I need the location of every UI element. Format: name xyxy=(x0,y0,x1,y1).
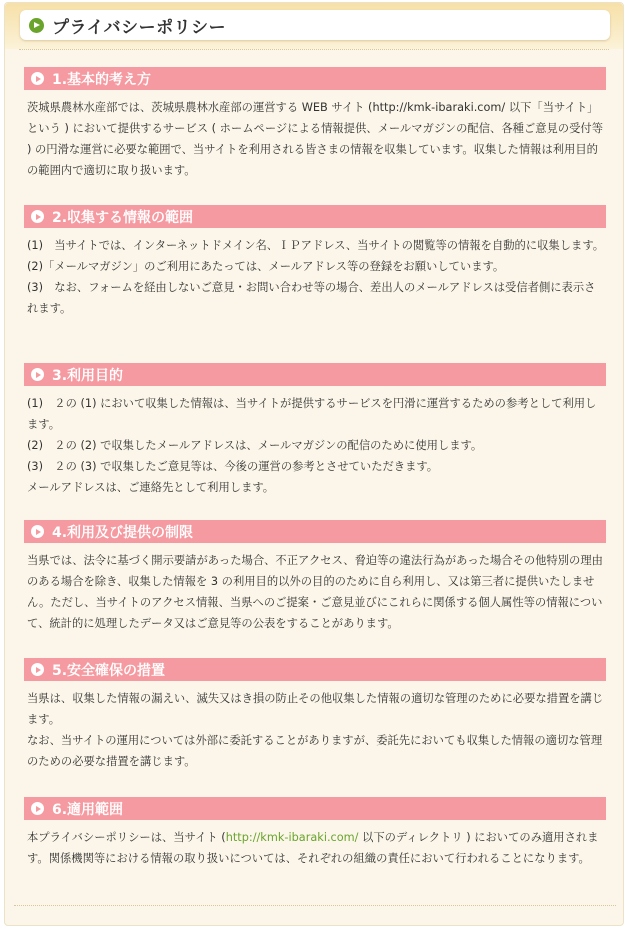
section-basic-policy xyxy=(24,67,606,181)
section-heading-text: 3.利用目的 xyxy=(52,367,124,384)
section-body xyxy=(24,235,606,319)
section-heading xyxy=(24,658,606,681)
section-collected-info xyxy=(24,205,606,319)
site-link[interactable]: http://kmk-ibaraki.com/ xyxy=(225,831,359,844)
page-title: プライバシーポリシー xyxy=(52,17,227,38)
arrow-icon xyxy=(31,368,44,381)
arrow-icon xyxy=(31,525,44,538)
section-scope xyxy=(24,797,606,869)
section-body xyxy=(24,827,606,869)
section-heading xyxy=(24,363,606,386)
section-heading xyxy=(24,797,606,820)
section-body xyxy=(24,393,606,498)
section-heading xyxy=(24,205,606,228)
section-heading-text: 4.利用及び提供の制限 xyxy=(52,524,194,541)
arrow-icon xyxy=(31,210,44,223)
paragraph: (1) 当サイトでは、インターネットドメイン名、ＩＰアドレス、当サイトの閲覧等の情報を自動的に収集します。 xyxy=(27,239,605,252)
scope-text-end: 以下のディレクトリ ) においてのみ適用されます。関係機関等における情報の取り扱いについては、それぞれの組織の責任において行われることになります。 xyxy=(27,831,599,865)
paragraph: なお、当サイトの運用については外部に委託することがありますが、委託先においても収集した情報の適切な管理のための必要な措置を講じます。 xyxy=(27,734,603,768)
header-band xyxy=(5,3,623,49)
paragraph: 当県は、収集した情報の漏えい、滅失又はき損の防止その他収集した情報の適切な管理のために必要な措置を講じます。 xyxy=(27,692,604,726)
paragraph: (3) ２の (3) で収集したご意見等は、今後の運営の参考とさせていただきます。 xyxy=(27,460,439,473)
paragraph: (2) ２の (2) で収集したメールアドレスは、メールマガジンの配信のために使用します。 xyxy=(27,439,483,452)
paragraph: (1) ２の (1) において収集した情報は、当サイトが提供するサービスを円滑に運営するための参考として利用します。 xyxy=(27,397,597,431)
section-heading xyxy=(24,520,606,543)
section-heading xyxy=(24,67,606,90)
paragraph: 当県では、法令に基づく開示要請があった場合、不正アクセス、脅迫等の違法行為があった場合その他特別の理由のある場合を除き、収集した情報を 3 の利用目的以外の目的のために自ら利用し、又は第三者に提供いたしません。ただし、当サイトのアクセス情報、当県へのご提案・ご意見並びにこれらに関係する個人属性等の情報について、統計的に処理したデータ又はご意見等の公表をすることがあります。 xyxy=(27,554,603,630)
paragraph: メールアドレスは、ご連絡先として利用します。 xyxy=(27,481,275,494)
section-body xyxy=(24,97,606,181)
section-body xyxy=(24,550,606,634)
section-usage-limits xyxy=(24,520,606,634)
section-heading-text: 5.安全確保の措置 xyxy=(52,662,166,679)
paragraph: (2)「メールマガジン」のご利用にあたっては、メールアドレス等の登録をお願いしています。 xyxy=(27,260,505,273)
scope-text-start: 本プライバシーポリシーは、当サイト ( xyxy=(27,831,226,844)
play-arrow-icon xyxy=(29,18,44,33)
arrow-icon xyxy=(31,802,44,815)
section-heading-text: 2.収集する情報の範囲 xyxy=(52,209,194,226)
section-purpose xyxy=(24,363,606,498)
section-security xyxy=(24,658,606,772)
paragraph: 茨城県農林水産部では、茨城県農林水産部の運営する WEB サイト (http://kmk-ibaraki.com/ 以下「当サイト」という ) において提供するサービス ( ホームページによる情報提供、メールマガジンの配信、各種ご意見の受付等 ) の円滑な運営に必要な範囲で、当サイトを利用される皆さまの情報を収集しています。収集した情報は利用目的の範囲内で適切に取り扱います。 xyxy=(27,101,603,177)
title-bar xyxy=(20,10,610,40)
divider xyxy=(19,49,609,50)
section-heading-text: 6.適用範囲 xyxy=(52,801,124,818)
arrow-icon xyxy=(31,663,44,676)
paragraph: (3) なお、フォームを経由しないご意見・お問い合わせ等の場合、差出人のメールアドレスは受信者側に表示されます。 xyxy=(27,281,596,315)
paragraph xyxy=(27,827,606,869)
footer-divider xyxy=(14,905,616,906)
section-body xyxy=(24,688,606,772)
section-heading-text: 1.基本的考え方 xyxy=(52,71,152,88)
arrow-icon xyxy=(31,72,44,85)
